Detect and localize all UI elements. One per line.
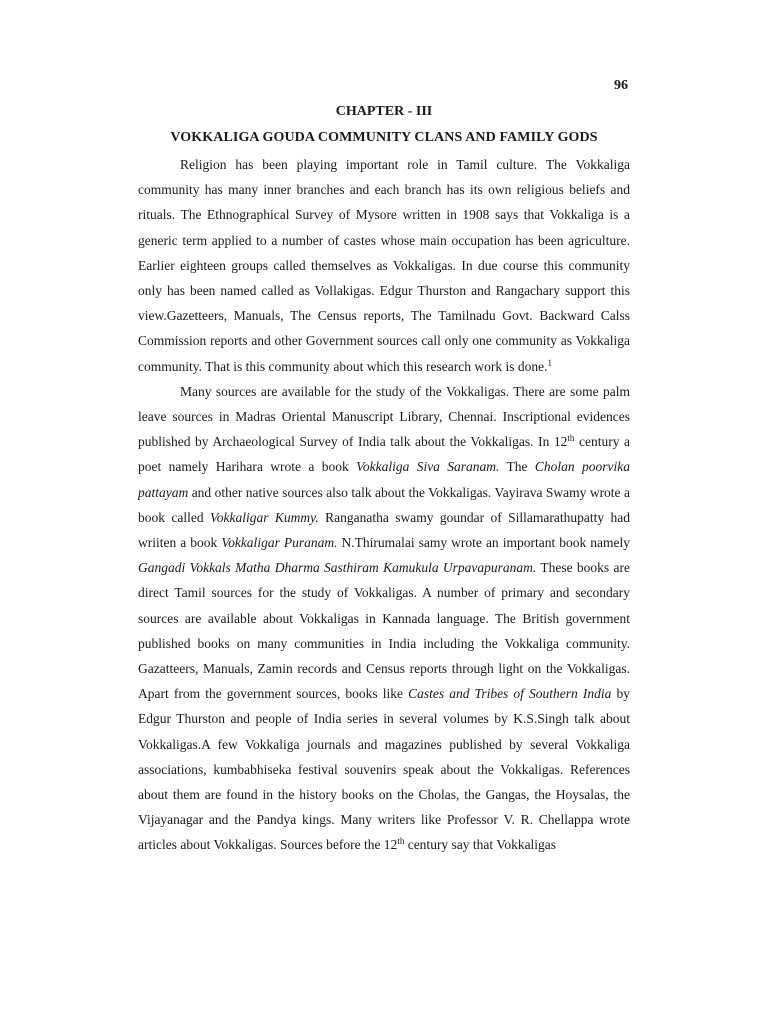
p2-text-8: by Edgur Thurston and people of India series in several volumes by K.S.Singh talk about Vokkaligas.A few Vokkaliga journals and magazines published by several Vokkaliga associations, kumbabhiseka festival souvenirs speak about the Vokkaligas. References about them are found in the history books on the Cholas, the Gangas, the Hoysalas, the Vijayanagar and the Pandya kings. Many writers like Professor V. R. Chellappa wrote articles about Vokkaligas. Sources before the 12 <box>138 686 630 853</box>
p2-text-3: The <box>499 459 535 475</box>
p2-text-1: Many sources are available for the study of the Vokkaligas. There are some palm leave sources in Madras Oriental Manuscript Library, Chennai. Inscriptional evidences published by Archaeological Survey of India talk about the Vokkaligas. In 12 <box>138 383 630 450</box>
book-title: Cholan poorvika pattayam <box>138 459 630 500</box>
page-number: 96 <box>614 78 628 93</box>
book-title: Vokkaliga Siva Saranam. <box>356 459 500 475</box>
book-title: Castes and Tribes of Southern India <box>408 686 612 702</box>
ordinal-suffix: th <box>397 836 405 847</box>
book-title: Vokkaligar Puranam. <box>221 535 338 551</box>
p2-text-6: N.Thirumalai samy wrote an important book namely <box>337 535 630 551</box>
p2-text-4: and other native sources also talk about the Vokkaligas. Vayirava Swamy wrote a book called <box>138 484 630 525</box>
paragraph-1-text: Religion has been playing important role in Tamil culture. The Vokkaliga community has many inner branches and each branch has its own religious beliefs and rituals. The Ethnographical Survey of Mysore written in 1908 says that Vokkaliga is a generic term applied to a number of castes whose main occupation has been agriculture. Earlier eighteen groups called themselves as Vokkaligas. In due course this community only has been named called as Vollakigas. Edgur Thurston and Rangachary support this view.Gazetteers, Manuals, The Census reports, The Tamilnadu Govt. Backward Calss Commission reports and other Government sources call only one community as Vokkaliga community. That is this community about which this research work is done. <box>138 157 630 374</box>
footnote-ref: 1 <box>547 357 552 368</box>
p2-text-5: Ranganatha swamy goundar of Sillamarathupatty had wriiten a book <box>138 509 630 551</box>
body-text <box>138 152 630 858</box>
book-title: Gangadi Vokkals Matha Dharma Sasthiram Kamukula Urpavapuranam. <box>138 560 537 576</box>
paragraph-1 <box>138 152 630 379</box>
p2-text-7: These books are direct Tamil sources for the study of Vokkaligas. A number of primary and secondary sources are available about Vokkaligas in Kannada language. The British government published books on many communities in India including the Vokkaliga community. Gazatteers, Manuals, Zamin records and Census reports through light on the Vokkaligas. Apart from the government sources, books like <box>138 560 630 702</box>
chapter-heading: CHAPTER - III <box>335 104 433 119</box>
ordinal-suffix: th <box>567 433 575 444</box>
chapter-title: VOKKALIGA GOUDA COMMUNITY CLANS AND FAMILY GODS <box>170 130 598 145</box>
paragraph-2 <box>138 379 630 858</box>
p2-text-9: century say that Vokkaligas <box>404 837 557 853</box>
p2-text-2: century a poet namely Harihara wrote a book <box>138 434 630 475</box>
book-title: Vokkaligar Kummy. <box>210 509 319 525</box>
